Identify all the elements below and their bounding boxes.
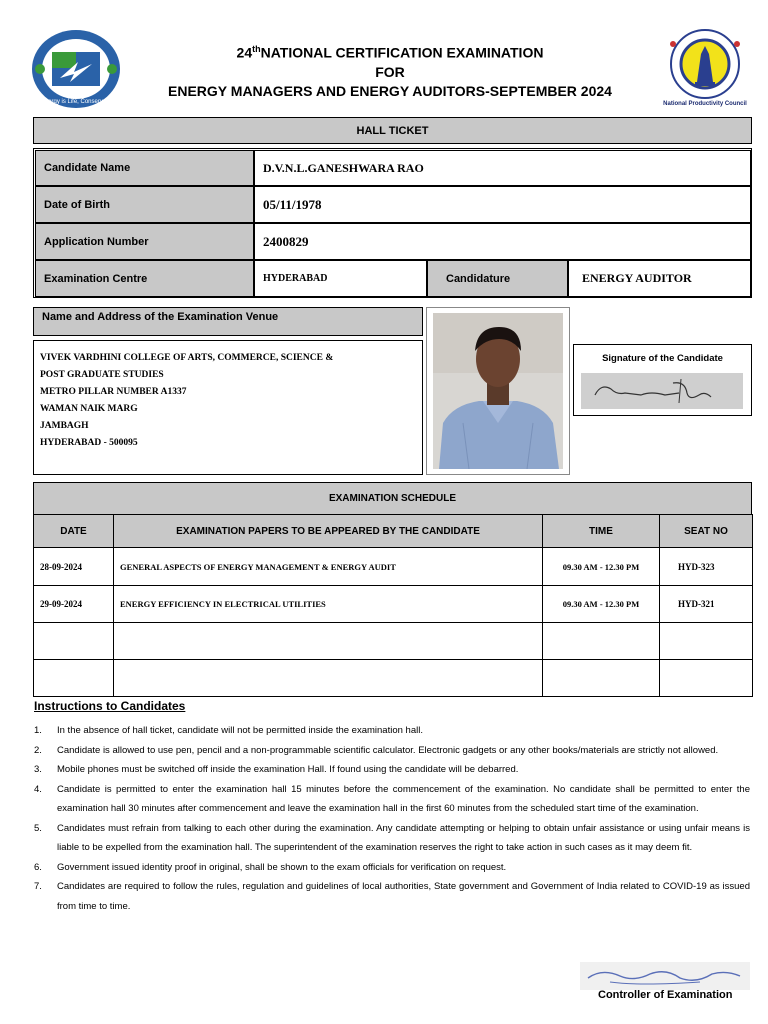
title-line2: FOR <box>375 63 405 80</box>
col-date: DATE <box>34 515 114 548</box>
npc-caption: National Productivity Council <box>663 101 747 107</box>
col-seat: SEAT NO <box>660 515 753 548</box>
row-time: 09.30 AM - 12.30 PM <box>543 548 660 586</box>
venue-line: VIVEK VARDHINI COLLEGE OF ARTS, COMMERCE, SCIENCE & <box>40 353 334 363</box>
col-time: TIME <box>543 515 660 548</box>
instruction-item: 3. Mobile phones must be switched off inside the examination Hall. If found using the candidate will be debarred. <box>34 764 519 775</box>
candidate-photo-frame <box>426 307 570 475</box>
row-date: 29-09-2024 <box>34 586 114 623</box>
venue-label: Name and Address of the Examination Venue <box>33 307 423 336</box>
schedule-table <box>33 514 753 697</box>
application-label: Application Number <box>35 223 254 260</box>
candidate-name-label: Candidate Name <box>35 150 254 186</box>
table-header <box>34 515 753 548</box>
instruction-item: 4. Candidate is permitted to enter the examination hall 15 minutes before the commencement of the examination. No candidate shall be permitted to enter the examination hall 30 minutes after commencement and leave the examination hall in the first 60 minutes from the scheduled start time of the examination. <box>34 783 750 814</box>
venue-address <box>33 340 423 475</box>
instructions-list <box>34 721 750 916</box>
venue-line: JAMBAGH <box>40 421 89 431</box>
candidate-photo <box>433 313 563 469</box>
table-row <box>34 586 753 623</box>
col-papers: EXAMINATION PAPERS TO BE APPEARED BY THE CANDIDATE <box>114 515 543 548</box>
title-number: 24 <box>236 44 253 61</box>
npc-logo <box>655 26 755 112</box>
instructions-heading: Instructions to Candidates <box>34 699 186 713</box>
table-row <box>34 548 753 586</box>
candidate-name-value: D.V.N.L.GANESHWARA RAO <box>254 150 751 186</box>
title-line3: ENERGY MANAGERS AND ENERGY AUDITORS-SEPTEMBER 2024 <box>168 82 612 99</box>
row-paper: ENERGY EFFICIENCY IN ELECTRICAL UTILITIES <box>114 586 543 623</box>
row-date: 28-09-2024 <box>34 548 114 586</box>
centre-label: Examination Centre <box>35 260 254 297</box>
candidature-value: ENERGY AUDITOR <box>568 260 751 297</box>
venue-line: WAMAN NAIK MARG <box>40 404 138 414</box>
instruction-item: 2. Candidate is allowed to use pen, pencil and a non-programmable scientific calculator. Electronic gadgets or any other books/materials are strictly not allowed. <box>34 744 719 756</box>
logo-tagline: Energy is Life, Conserve It <box>40 99 112 105</box>
candidature-label: Candidature <box>427 260 568 297</box>
venue-line: HYDERABAD - 500095 <box>40 438 138 448</box>
candidate-signature-box <box>573 344 752 416</box>
dob-label: Date of Birth <box>35 186 254 223</box>
hall-ticket-heading <box>33 117 752 144</box>
row-paper: GENERAL ASPECTS OF ENERGY MANAGEMENT & ENERGY AUDIT <box>114 548 543 586</box>
title-line1: NATIONAL CERTIFICATION EXAMINATION <box>260 44 544 61</box>
controller-label: Controller of Examination <box>598 989 733 1001</box>
table-row-empty <box>34 660 753 697</box>
controller-signature <box>580 962 750 990</box>
venue-line: POST GRADUATE STUDIES <box>40 370 164 380</box>
dob-value: 05/11/1978 <box>254 186 751 223</box>
title-sup: th <box>252 44 261 54</box>
row-seat: HYD-321 <box>660 586 753 623</box>
instruction-item: 6. Government issued identity proof in original, shall be shown to the exam officials for verification on request. <box>34 861 507 873</box>
hall-ticket-title: HALL TICKET <box>356 124 429 137</box>
instruction-item: 1. In the absence of hall ticket, candidate will not be permitted inside the examination hall. <box>34 725 423 736</box>
instruction-item: 5. Candidates must refrain from talking to each other during the examination. Any candidate attempting or helping to obtain unfair assistance or using unfair means is liable to be expelled from the examination hall. The superintendent of the examination reserves the right to take action in such cases as it may deem fit. <box>34 822 750 853</box>
venue-line: METRO PILLAR NUMBER A1337 <box>40 387 187 397</box>
candidate-signature <box>581 373 743 409</box>
instruction-item: 7. Candidates are required to follow the rules, regulation and guidelines of local authorities, State government and Government of India related to COVID-19 as issued from time to time. <box>34 881 750 912</box>
row-time: 09.30 AM - 12.30 PM <box>543 586 660 623</box>
application-value: 2400829 <box>254 223 751 260</box>
schedule-heading <box>33 482 752 515</box>
centre-value: HYDERABAD <box>254 260 427 297</box>
table-row-empty <box>34 623 753 660</box>
signature-label: Signature of the Candidate <box>602 353 723 364</box>
bee-logo <box>30 28 122 110</box>
row-seat: HYD-323 <box>660 548 753 586</box>
exam-title <box>140 40 640 101</box>
schedule-title: EXAMINATION SCHEDULE <box>328 493 457 504</box>
